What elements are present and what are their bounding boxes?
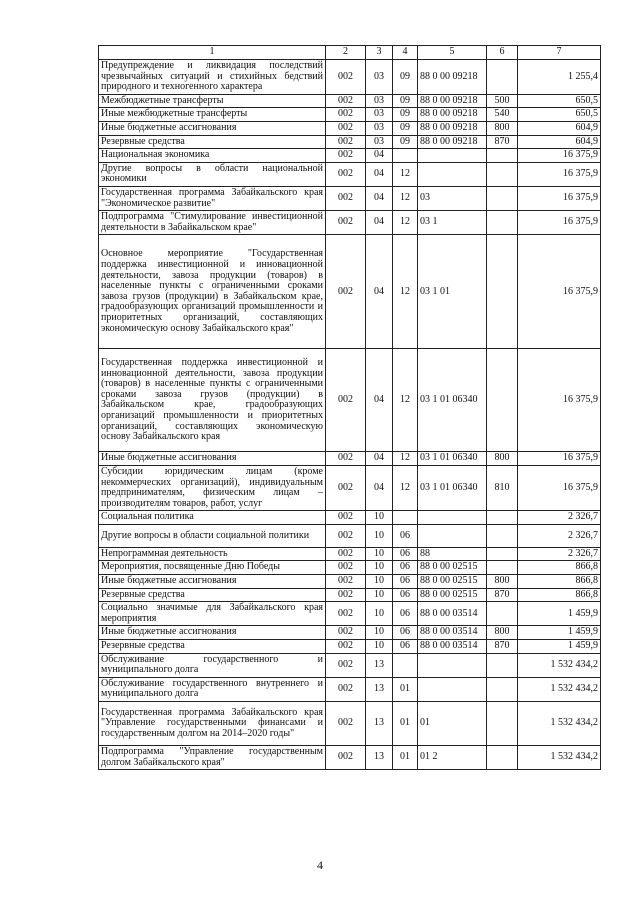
row-name: Иные бюджетные ассигнования [99, 452, 326, 466]
row-sum: 16 375,9 [518, 452, 601, 466]
row-name: Другие вопросы в области национальной экономики [99, 162, 326, 186]
row-rz: 04 [366, 465, 393, 510]
row-rz: 13 [366, 746, 393, 770]
row-grbs: 002 [326, 108, 366, 122]
row-csr [418, 677, 487, 701]
row-grbs: 002 [326, 588, 366, 602]
row-sum: 16 375,9 [518, 162, 601, 186]
row-rz: 04 [366, 149, 393, 163]
row-name: Предупреждение и ликвидация последствий чрезвычайных ситуаций и стихийных бедствий природного и техногенного характера [99, 60, 326, 95]
row-sum: 1 532 434,2 [518, 677, 601, 701]
row-rz: 03 [366, 94, 393, 108]
row-sum: 16 375,9 [518, 211, 601, 235]
table-row [99, 452, 601, 466]
header-cell-vr: 6 [487, 46, 518, 60]
row-pr: 12 [393, 235, 418, 349]
row-rz: 10 [366, 561, 393, 575]
row-pr [393, 149, 418, 163]
table-header-row [99, 46, 601, 60]
table-row [99, 626, 601, 640]
row-name: Иные бюджетные ассигнования [99, 575, 326, 589]
table-row [99, 653, 601, 677]
row-rz: 10 [366, 640, 393, 654]
table-row [99, 94, 601, 108]
row-sum: 2 326,7 [518, 547, 601, 561]
table-row [99, 602, 601, 626]
row-grbs: 002 [326, 511, 366, 525]
row-rz: 04 [366, 186, 393, 210]
row-vr: 800 [487, 575, 518, 589]
row-grbs: 002 [326, 626, 366, 640]
row-grbs: 002 [326, 149, 366, 163]
row-name: Резервные средства [99, 640, 326, 654]
row-name: Государственная программа Забайкальского края "Экономическое развитие" [99, 186, 326, 210]
row-sum: 2 326,7 [518, 524, 601, 547]
row-csr [418, 511, 487, 525]
row-pr: 12 [393, 162, 418, 186]
row-name: Иные межбюджетные трансферты [99, 108, 326, 122]
row-pr: 12 [393, 186, 418, 210]
table-row [99, 746, 601, 770]
row-grbs: 002 [326, 162, 366, 186]
row-pr: 12 [393, 211, 418, 235]
row-rz: 10 [366, 547, 393, 561]
row-name: Социально значимые для Забайкальского края мероприятия [99, 602, 326, 626]
header-cell-pr: 4 [393, 46, 418, 60]
budget-table [98, 45, 601, 770]
table-row [99, 162, 601, 186]
row-pr: 09 [393, 108, 418, 122]
row-pr: 12 [393, 452, 418, 466]
row-rz: 10 [366, 524, 393, 547]
row-grbs: 002 [326, 94, 366, 108]
row-vr [487, 511, 518, 525]
row-name: Резервные средства [99, 135, 326, 149]
row-vr [487, 702, 518, 746]
row-grbs: 002 [326, 677, 366, 701]
row-pr: 12 [393, 349, 418, 452]
table-row [99, 640, 601, 654]
row-pr: 09 [393, 121, 418, 135]
row-pr: 06 [393, 524, 418, 547]
table-row [99, 60, 601, 95]
row-rz: 04 [366, 452, 393, 466]
row-csr: 01 [418, 702, 487, 746]
row-name: Иные бюджетные ассигнования [99, 121, 326, 135]
row-rz: 03 [366, 108, 393, 122]
row-sum: 1 532 434,2 [518, 746, 601, 770]
row-name: Другие вопросы в области социальной политики [99, 524, 326, 547]
row-name: Субсидии юридическим лицам (кроме некоммерческих организаций), индивидуальным предпринимателям, физическим лицам – производителям товаров, работ, услуг [99, 465, 326, 510]
row-pr: 06 [393, 640, 418, 654]
row-rz: 10 [366, 626, 393, 640]
row-csr: 88 0 00 09218 [418, 108, 487, 122]
row-grbs: 002 [326, 465, 366, 510]
row-sum: 16 375,9 [518, 349, 601, 452]
row-vr [487, 524, 518, 547]
row-sum: 1 459,9 [518, 602, 601, 626]
table-row [99, 211, 601, 235]
row-grbs: 002 [326, 60, 366, 95]
row-csr: 01 2 [418, 746, 487, 770]
row-rz: 03 [366, 60, 393, 95]
row-rz: 13 [366, 677, 393, 701]
row-vr: 870 [487, 588, 518, 602]
row-csr: 88 0 00 02515 [418, 588, 487, 602]
row-pr: 06 [393, 602, 418, 626]
row-pr: 09 [393, 135, 418, 149]
row-rz: 10 [366, 588, 393, 602]
row-sum: 16 375,9 [518, 149, 601, 163]
row-grbs: 002 [326, 186, 366, 210]
row-csr: 88 0 00 03514 [418, 626, 487, 640]
row-csr: 88 0 00 02515 [418, 561, 487, 575]
row-csr: 03 1 01 06340 [418, 349, 487, 452]
row-csr: 03 1 01 [418, 235, 487, 349]
row-pr: 06 [393, 561, 418, 575]
row-grbs: 002 [326, 575, 366, 589]
row-pr: 06 [393, 547, 418, 561]
row-sum: 1 532 434,2 [518, 653, 601, 677]
header-cell-grbs: 2 [326, 46, 366, 60]
row-vr: 800 [487, 121, 518, 135]
table-row [99, 524, 601, 547]
row-rz: 04 [366, 162, 393, 186]
row-pr [393, 511, 418, 525]
row-grbs: 002 [326, 746, 366, 770]
row-grbs: 002 [326, 602, 366, 626]
row-pr: 06 [393, 626, 418, 640]
row-sum: 16 375,9 [518, 186, 601, 210]
row-vr [487, 746, 518, 770]
row-csr: 88 0 00 09218 [418, 94, 487, 108]
table-row [99, 465, 601, 510]
row-sum: 604,9 [518, 135, 601, 149]
row-rz: 04 [366, 349, 393, 452]
row-name: Резервные средства [99, 588, 326, 602]
row-csr: 03 1 01 06340 [418, 465, 487, 510]
row-csr [418, 149, 487, 163]
row-sum: 16 375,9 [518, 235, 601, 349]
row-vr: 810 [487, 465, 518, 510]
row-vr: 540 [487, 108, 518, 122]
row-name: Мероприятия, посвященные Дню Победы [99, 561, 326, 575]
row-sum: 2 326,7 [518, 511, 601, 525]
row-sum: 866,8 [518, 588, 601, 602]
row-name: Обслуживание государственного и муниципального долга [99, 653, 326, 677]
row-grbs: 002 [326, 349, 366, 452]
row-vr [487, 149, 518, 163]
row-vr [487, 349, 518, 452]
table-row [99, 135, 601, 149]
table-row [99, 677, 601, 701]
row-sum: 650,5 [518, 108, 601, 122]
row-csr: 03 1 [418, 211, 487, 235]
row-csr: 88 0 00 09218 [418, 60, 487, 95]
row-rz: 03 [366, 135, 393, 149]
row-grbs: 002 [326, 524, 366, 547]
row-name: Обслуживание государственного внутреннего и муниципального долга [99, 677, 326, 701]
header-cell-sum: 7 [518, 46, 601, 60]
row-rz: 10 [366, 602, 393, 626]
row-grbs: 002 [326, 561, 366, 575]
row-name: Подпрограмма "Стимулирование инвестиционной деятельности в Забайкальском крае" [99, 211, 326, 235]
table-row [99, 547, 601, 561]
row-grbs: 002 [326, 452, 366, 466]
row-pr: 06 [393, 575, 418, 589]
row-vr [487, 653, 518, 677]
row-sum: 16 375,9 [518, 465, 601, 510]
row-vr: 500 [487, 94, 518, 108]
row-csr [418, 653, 487, 677]
table-row [99, 186, 601, 210]
header-cell-name: 1 [99, 46, 326, 60]
table-row [99, 108, 601, 122]
table-row [99, 349, 601, 452]
table-row [99, 149, 601, 163]
row-vr: 870 [487, 640, 518, 654]
row-rz: 13 [366, 653, 393, 677]
table-row [99, 511, 601, 525]
row-rz: 03 [366, 121, 393, 135]
row-csr: 88 0 00 03514 [418, 640, 487, 654]
row-name: Социальная политика [99, 511, 326, 525]
header-cell-rz: 3 [366, 46, 393, 60]
row-sum: 1 255,4 [518, 60, 601, 95]
row-csr: 03 1 01 06340 [418, 452, 487, 466]
row-pr: 06 [393, 588, 418, 602]
row-grbs: 002 [326, 235, 366, 349]
row-name: Государственная программа Забайкальского края "Управление государственными финансами и государственным долгом на 2014–2020 годы" [99, 702, 326, 746]
row-pr: 09 [393, 60, 418, 95]
table-row [99, 702, 601, 746]
row-name: Национальная экономика [99, 149, 326, 163]
row-rz: 04 [366, 235, 393, 349]
row-vr [487, 186, 518, 210]
row-pr: 01 [393, 746, 418, 770]
row-grbs: 002 [326, 121, 366, 135]
row-csr: 88 0 00 02515 [418, 575, 487, 589]
row-rz: 10 [366, 511, 393, 525]
header-cell-csr: 5 [418, 46, 487, 60]
table-row [99, 588, 601, 602]
row-vr: 800 [487, 626, 518, 640]
row-csr: 88 0 00 03514 [418, 602, 487, 626]
row-pr: 09 [393, 94, 418, 108]
page-number: 4 [317, 858, 323, 872]
table-row [99, 561, 601, 575]
row-grbs: 002 [326, 702, 366, 746]
row-csr: 03 [418, 186, 487, 210]
row-sum: 866,8 [518, 575, 601, 589]
row-vr: 870 [487, 135, 518, 149]
row-name: Подпрограмма "Управление государственным долгом Забайкальского края" [99, 746, 326, 770]
row-name: Государственная поддержка инвестиционной и инновационной деятельности, завоза продукции (товаров) в населенные пункты с ограниченными сроками завоза грузов (продукции) в Забайкальском крае, градообразующих организаций промышленности и приоритетных организаций, составляющих экономическую основу Забайкальского края [99, 349, 326, 452]
row-pr: 12 [393, 465, 418, 510]
row-sum: 604,9 [518, 121, 601, 135]
row-rz: 10 [366, 575, 393, 589]
row-name: Непрограммная деятельность [99, 547, 326, 561]
row-grbs: 002 [326, 211, 366, 235]
row-vr [487, 561, 518, 575]
row-name: Иные бюджетные ассигнования [99, 626, 326, 640]
table-row [99, 575, 601, 589]
row-sum: 866,8 [518, 561, 601, 575]
row-vr [487, 547, 518, 561]
row-csr: 88 0 00 09218 [418, 135, 487, 149]
row-csr: 88 [418, 547, 487, 561]
row-csr: 88 0 00 09218 [418, 121, 487, 135]
row-vr [487, 60, 518, 95]
row-csr [418, 524, 487, 547]
row-pr: 01 [393, 702, 418, 746]
row-pr [393, 653, 418, 677]
row-vr [487, 235, 518, 349]
row-name: Межбюджетные трансферты [99, 94, 326, 108]
row-vr [487, 602, 518, 626]
row-grbs: 002 [326, 640, 366, 654]
row-grbs: 002 [326, 653, 366, 677]
row-pr: 01 [393, 677, 418, 701]
row-sum: 1 532 434,2 [518, 702, 601, 746]
row-sum: 1 459,9 [518, 640, 601, 654]
table-row [99, 235, 601, 349]
row-sum: 1 459,9 [518, 626, 601, 640]
row-name: Основное мероприятие "Государственная поддержка инвестиционной и инновационной деятельности, завоза продукции (товаров) в населенные пункты с ограниченными сроками завоза грузов (продукции) в Забайкальском крае, градообразующих организаций промышленности и приоритетных организаций, составляющих экономическую основу Забайкальского края" [99, 235, 326, 349]
row-vr [487, 162, 518, 186]
row-rz: 13 [366, 702, 393, 746]
row-csr [418, 162, 487, 186]
row-grbs: 002 [326, 135, 366, 149]
table-row [99, 121, 601, 135]
row-vr [487, 677, 518, 701]
row-rz: 04 [366, 211, 393, 235]
row-vr: 800 [487, 452, 518, 466]
row-grbs: 002 [326, 547, 366, 561]
row-vr [487, 211, 518, 235]
row-sum: 650,5 [518, 94, 601, 108]
